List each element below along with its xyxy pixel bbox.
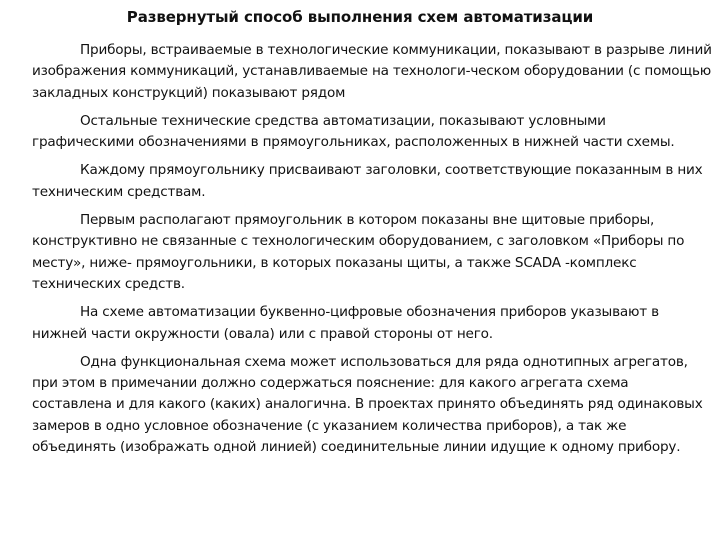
paragraph-first-rectangle: Первым располагают прямоугольник в котором показаны вне щитовые приборы, конструктивно не связанные с технологическим оборудованием, с заголовком «Приборы по месту», ниже- прямоугольники, в которых показаны щиты, а также SCADA -комплекс технических средств. (32, 212, 685, 292)
paragraph-embedded-instruments: Приборы, встраиваемые в технологические коммуникации, показывают в разрыве линий изображения коммуникаций, устанавливаемые на технологи-ческом оборудовании (с помощью закладных конструкций) показывают рядом (32, 42, 712, 101)
slide-body (32, 40, 712, 465)
paragraph-alphanumeric-designations: На схеме автоматизации буквенно-цифровые обозначения приборов указывают в нижней части окружности (овала) или с правой стороны от него. (32, 304, 659, 342)
paragraph-functional-scheme: Одна функциональная схема может использоваться для ряда однотипных агрегатов, при этом в примечании должно содержаться пояснение: для какого агрегата схема составлена и для какого (каких) аналогична. В проектах принято объединять ряд одинаковых замеров в одно условное обозначение (с указанием количества приборов), а так же объединять (изображать одной линией) соединительные линии идущие к одному прибору. (32, 353, 703, 456)
paragraph-rectangle-headings: Каждому прямоугольнику присваивают заголовки, соответствующие показанным в них техническим средствам. (32, 162, 703, 200)
slide-title: Развернутый способ выполнения схем автоматизации (126, 8, 594, 26)
paragraph-other-equipment: Остальные технические средства автоматизации, показывают условными графическими обозначениями в прямоугольниках, расположенных в нижней части схемы. (32, 112, 675, 151)
